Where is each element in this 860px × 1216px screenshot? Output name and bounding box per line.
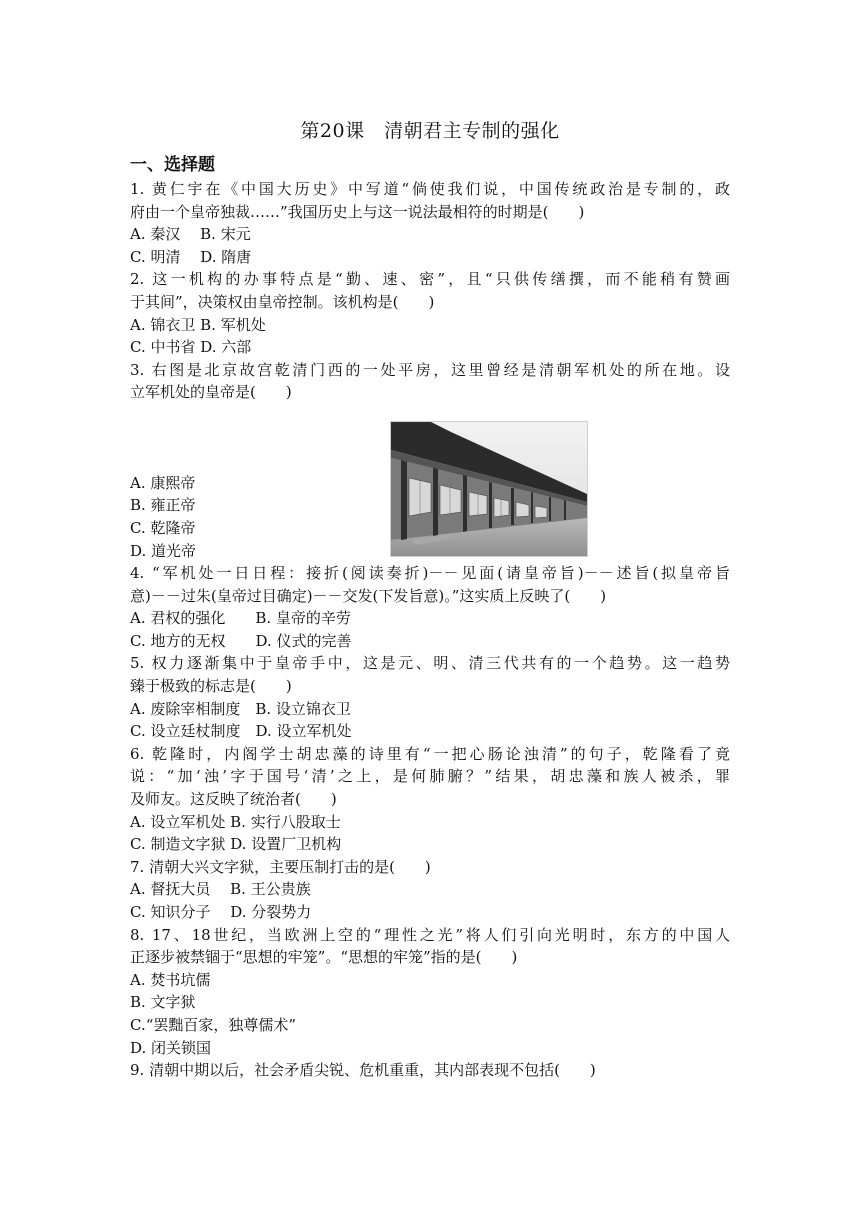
text-line: C.“罢黜百家，独尊儒术”	[130, 1015, 297, 1034]
text-line: 臻于极致的标志是( )	[130, 677, 292, 696]
text-line: A. 废除宰相制度 B. 设立锦衣卫	[130, 699, 351, 718]
text-line: 5. 权力逐渐集中于皇帝手中，这是元、明、清三代共有的一个趋势。这一趋势	[130, 654, 730, 673]
text-line: C. 中书省 D. 六部	[130, 338, 252, 357]
page-title: 第20课 清朝君主专制的强化	[300, 120, 560, 142]
text-line: C. 知识分子 D. 分裂势力	[130, 903, 312, 921]
text-line: C. 地方的无权 D. 仪式的完善	[130, 631, 352, 650]
text-line: 说：“加‘浊’字于国号‘清’之上，是何肺腑？”结果，胡忠藻和族人被杀，罪	[130, 767, 730, 786]
text-line: 府由一个皇帝独裁……”我国历史上与这一说法最相符的时期是( )	[130, 202, 585, 221]
text-line: C. 乾隆帝	[130, 518, 196, 537]
text-line: 及师友。这反映了统治者( )	[130, 790, 337, 809]
text-line: 8. 17、18世纪，当欧洲上空的“理性之光”将人们引向光明时，东方的中国人	[130, 925, 730, 944]
text-line: D. 闭关锁国	[130, 1038, 212, 1057]
text-line: B. 文字狱	[130, 993, 196, 1012]
text-line: A. 康熙帝	[130, 473, 196, 492]
text-line: 立军机处的皇帝是( )	[130, 383, 292, 402]
text-line: A. 设立军机处 B. 实行八股取士	[130, 812, 341, 831]
building-photo-icon	[390, 421, 588, 557]
text-line: 于其间”，决策权由皇帝控制。该机构是( )	[130, 292, 435, 311]
text-line: A. 秦汉 B. 宋元	[130, 225, 251, 244]
text-line: 3. 右图是北京故宫乾清门西的一处平房，这里曾经是清朝军机处的所在地。设	[130, 360, 730, 379]
text-line: A. 督抚大员 B. 王公贵族	[130, 880, 311, 899]
text-line: D. 道光帝	[130, 541, 197, 560]
question-text	[130, 178, 730, 1082]
text-line: 7. 清朝大兴文字狱，主要压制打击的是( )	[130, 857, 431, 876]
section-heading: 一、选择题	[130, 155, 215, 175]
text-line: C. 设立廷杖制度 D. 设立军机处	[130, 722, 352, 741]
text-line: 6. 乾隆时，内阁学士胡忠藻的诗里有“一把心肠论浊清”的句子，乾隆看了竟	[130, 744, 730, 763]
text-line: B. 雍正帝	[130, 496, 196, 515]
text-line: 意)－－过朱(皇帝过目确定)－－交发(下发旨意)。”这实质上反映了( )	[130, 586, 607, 605]
text-line: 正逐步被禁锢于“思想的牢笼”。“思想的牢笼”指的是( )	[130, 948, 518, 967]
text-line: A. 锦衣卫 B. 军机处	[130, 315, 266, 334]
text-line: C. 制造文字狱 D. 设置厂卫机构	[130, 835, 342, 854]
text-line: 1. 黄仁宇在《中国大历史》中写道“倘使我们说，中国传统政治是专制的，政	[130, 180, 730, 198]
text-line: A. 焚书坑儒	[130, 970, 211, 989]
text-line: C. 明清 D. 隋唐	[130, 247, 252, 266]
text-line: 2. 这一机构的办事特点是“勤、速、密”，且“只供传缮撰，而不能稍有赞画	[130, 270, 730, 289]
text-line: 4. “军机处一日日程：接折(阅读奏折)－－见面(请皇帝旨)－－述旨(拟皇帝旨	[130, 564, 730, 583]
text-line: A. 君权的强化 B. 皇帝的辛劳	[130, 609, 351, 628]
text-line: 9. 清朝中期以后，社会矛盾尖锐、危机重重，其内部表现不包括( )	[130, 1061, 596, 1080]
